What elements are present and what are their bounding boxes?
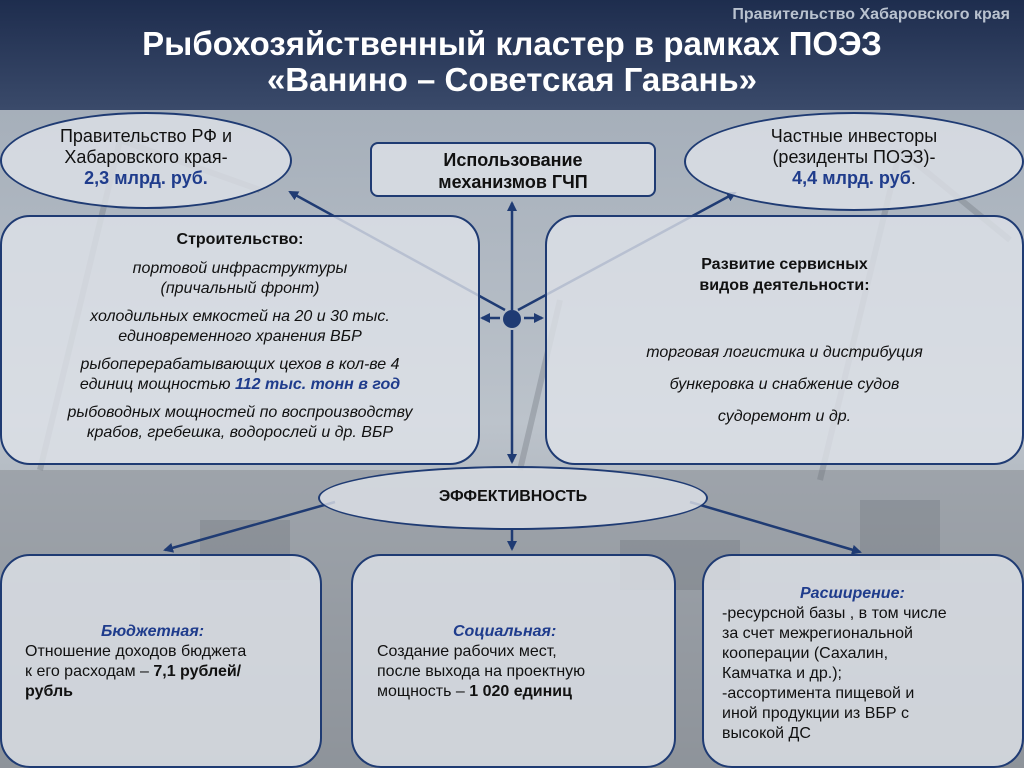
gov-amount: 2,3 млрд. руб. <box>84 168 208 188</box>
social-jobs-value: 1 020 единиц <box>469 683 572 700</box>
efficiency-ellipse <box>318 466 708 530</box>
social-line-1: Создание рабочих мест, <box>377 643 557 660</box>
services-heading-line-2: видов деятельности: <box>699 277 870 294</box>
budget-line-1: Отношение доходов бюджета <box>25 643 247 660</box>
investors-funding-ellipse <box>684 112 1024 211</box>
services-item-3: судоремонт и др. <box>717 408 852 425</box>
social-heading: Социальная: <box>453 623 557 640</box>
construction-item-2-line-2: единовременного хранения ВБР <box>118 328 362 345</box>
services-box <box>545 215 1024 465</box>
construction-item-1 <box>2 259 478 299</box>
page-title <box>0 26 1024 98</box>
expansion-heading: Расширение: <box>800 585 905 602</box>
construction-item-1-line-1: портовой инфраструктуры <box>132 260 348 277</box>
budget-ratio-value: 7,1 рублей/ <box>153 663 242 680</box>
investors-line-2: (резиденты ПОЭЗ)- <box>772 147 936 167</box>
header-bar <box>0 0 1024 110</box>
expansion-line-7: высокой ДС <box>722 725 811 742</box>
budget-heading: Бюджетная: <box>101 623 205 640</box>
expansion-line-5: -ассортимента пищевой и <box>722 685 915 702</box>
services-heading-line-1: Развитие сервисных <box>701 256 868 273</box>
title-line-1: Рыбохозяйственный кластер в рамках ПОЭЗ <box>142 25 882 62</box>
construction-item-1-line-2: (причальный фронт) <box>160 280 320 297</box>
gov-line-1: Правительство РФ и <box>59 126 233 146</box>
investors-amount-suffix: . <box>910 168 916 188</box>
expansion-line-4: Камчатка и др.); <box>722 665 842 682</box>
budget-line-2-prefix: к его расходам – <box>25 663 154 680</box>
construction-heading: Строительство: <box>176 231 304 248</box>
construction-item-3-prefix: единиц мощностью <box>79 376 236 393</box>
expansion-box <box>702 554 1024 768</box>
ppp-line-2: механизмов ГЧП <box>438 172 588 192</box>
construction-item-4-line-1: рыбоводных мощностей по воспроизводству <box>67 404 413 421</box>
services-item-2: бункеровка и снабжение судов <box>669 376 900 393</box>
social-line-3-prefix: мощность – <box>377 683 470 700</box>
construction-item-2-line-1: холодильных емкостей на 20 и 30 тыс. <box>90 308 390 325</box>
ppp-mechanisms-box <box>370 142 656 197</box>
organization-label: Правительство Хабаровского края <box>732 6 1010 23</box>
construction-box <box>0 215 480 465</box>
budget-ratio-unit: рубль <box>25 683 73 700</box>
budget-efficiency-box <box>0 554 322 768</box>
expansion-line-3: кооперации (Сахалин, <box>722 645 889 662</box>
services-item-1: торговая логистика и дистрибуция <box>646 344 923 361</box>
construction-item-4 <box>2 403 478 443</box>
expansion-line-1: -ресурсной базы , в том числе <box>722 605 947 622</box>
expansion-line-2: за счет межрегиональной <box>722 625 913 642</box>
social-line-2: после выхода на проектную <box>377 663 586 680</box>
investors-line-1: Частные инвесторы <box>770 126 938 146</box>
investors-amount: 4,4 млрд. руб <box>792 168 911 188</box>
construction-item-3 <box>2 355 478 395</box>
title-line-2: «Ванино – Советская Гавань» <box>266 61 758 98</box>
social-efficiency-box <box>351 554 676 768</box>
construction-item-3-line-1: рыбоперерабатывающих цехов в кол-ве 4 <box>80 356 400 373</box>
construction-item-2 <box>2 307 478 347</box>
expansion-line-6: иной продукции из ВБР с <box>722 705 909 722</box>
government-funding-ellipse <box>0 112 292 209</box>
services-heading <box>547 254 1022 296</box>
construction-capacity-value: 112 тыс. тонн в год <box>235 376 401 393</box>
construction-item-4-line-2: крабов, гребешка, водорослей и др. ВБР <box>86 424 394 441</box>
ppp-line-1: Использование <box>443 150 583 170</box>
efficiency-label: ЭФФЕКТИВНОСТЬ <box>438 488 588 505</box>
gov-line-2: Хабаровского края- <box>64 147 228 167</box>
